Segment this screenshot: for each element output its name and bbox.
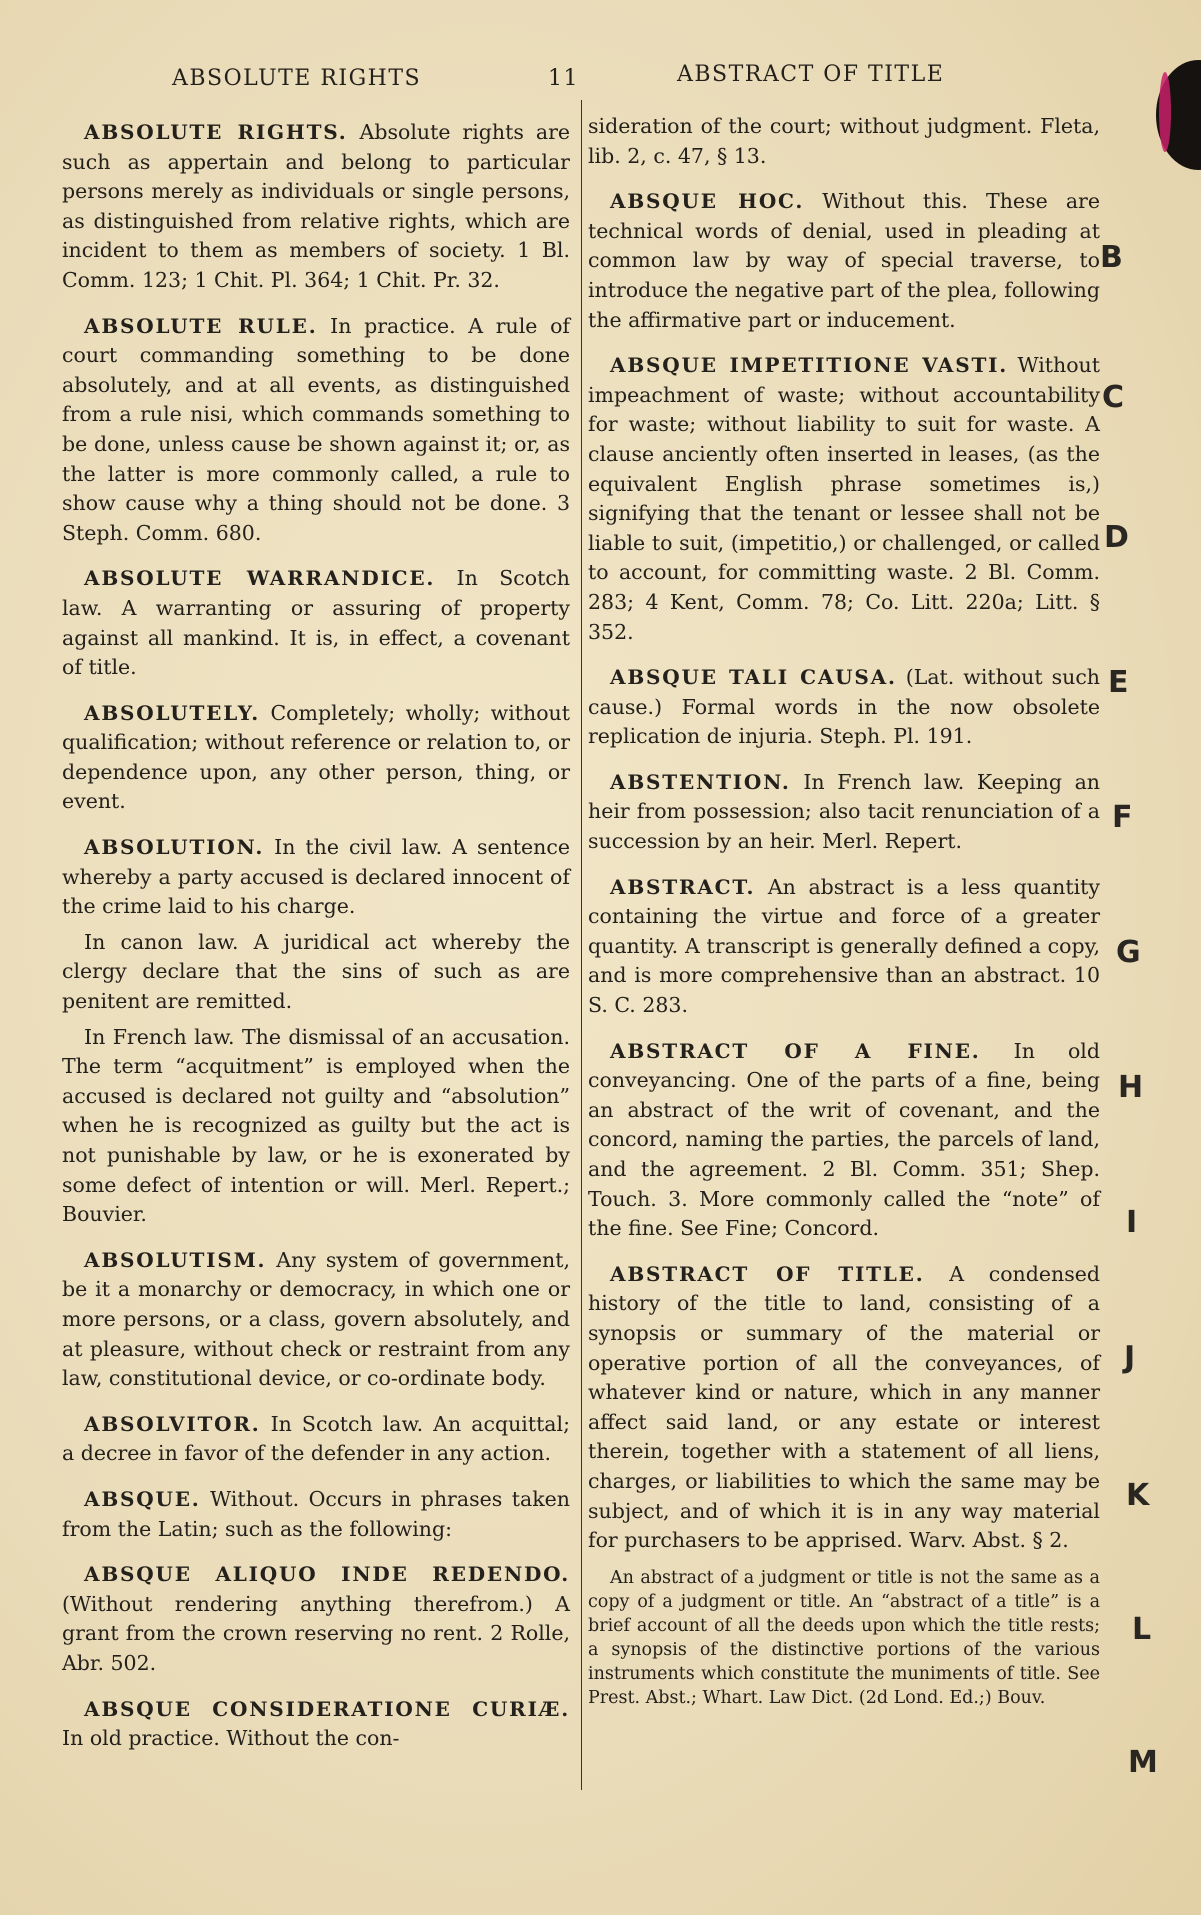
note-text: An abstract of a judgment or title is not the same as a copy of a judgment or title. An “abstract of a title” is a brief account of all the deeds upon which the title rests; a synopsis of the distinctive portions of the various instruments which constitute the muniments of title. See Prest. Abst.; Whart. Law Dict. (2d Lond. Ed.;) Bouv. (588, 1567, 1100, 1708)
definition: sideration of the court; without judgment. Fleta, lib. 2, c. 47, § 13. (588, 114, 1100, 168)
headword: ABSOLUTE RIGHTS. (84, 120, 348, 144)
headword: ABSQUE. (84, 1486, 201, 1511)
entry-continuation (588, 112, 1100, 171)
entry (588, 768, 1100, 857)
header-left-guide-word: ABSOLUTE RIGHTS (172, 66, 422, 91)
definition: Without this. These are technical words of denial, used in pleading at common law by way of special traverse, to introduce the negative part of the plea, following the affirmative part or inducement. (588, 189, 1100, 332)
thumb-index-letter[interactable]: C (1102, 380, 1125, 415)
thumb-index-letter[interactable]: B (1100, 240, 1123, 275)
thumb-index-letter[interactable]: E (1108, 665, 1129, 700)
thumb-index-letter[interactable]: K (1126, 1478, 1150, 1513)
entry (588, 873, 1100, 1021)
entry (588, 1037, 1100, 1244)
entry (62, 1485, 570, 1544)
definition: In French law. Keeping an heir from possession; also tacit renunciation of a succession by an heir. Merl. Repert. (588, 769, 1100, 854)
thumb-index-letter[interactable]: L (1132, 1612, 1152, 1647)
definition: In canon law. A juridical act whereby the clergy declare that the sins of such as are penitent are remitted. (62, 929, 570, 1014)
entry (588, 1260, 1100, 1556)
entry (62, 1246, 570, 1394)
thumb-index-letter[interactable]: F (1112, 800, 1133, 835)
definition: (Lat. without such cause.) Formal words in the now obsolete replication de injuria. Steph. Pl. 191. (588, 665, 1100, 749)
definition: Without impeachment of waste; without accountability for waste; without liability to suit for waste. A clause anciently often inserted in leases, (as the equivalent English phrase sometimes is,) signifying that the tenant or lessee shall not be liable to suit, (impetitio,) or challenged, or called to account, for committing waste. 2 Bl. Comm. 283; 4 Kent, Comm. 78; Co. Litt. 220a; Litt. § 352. (588, 353, 1100, 644)
entry (588, 187, 1100, 335)
definition: In the civil law. A sentence whereby a party accused is declared innocent of the crime laid to his charge. (62, 835, 570, 919)
headword: ABSQUE TALI CAUSA. (610, 665, 897, 690)
headword: ABSOLUTE RULE. (84, 313, 318, 338)
definition: In old conveyancing. One of the parts of a fine, being an abstract of the writ of covenant, and the concord, naming the parties, the parcels of land, and the agreement. 2 Bl. Comm. 351; Shep. Touch. 3. More commonly called the “note” of the fine. See Fine; Concord. (588, 1038, 1100, 1241)
headword: ABSTRACT OF A FINE. (610, 1038, 981, 1063)
definition: In old practice. Without the con- (62, 1726, 400, 1751)
headword: ABSQUE HOC. (610, 189, 805, 214)
definition: In practice. A rule of court commanding something to be done absolutely, and at all events, as distinguished from a rule nisi, which commands something to be done, unless cause be shown against it; or, as the latter is more commonly called, a rule to show cause why a thing should not be done. 3 Steph. Comm. 680. (62, 313, 571, 545)
entry (62, 564, 570, 682)
headword: ABSQUE ALIQUO INDE REDENDO. (84, 1562, 570, 1587)
headword: ABSTENTION. (610, 769, 791, 794)
entry (62, 118, 570, 296)
entry (62, 1410, 570, 1469)
entry (588, 663, 1100, 752)
headword: ABSTRACT. (610, 874, 756, 899)
left-column (62, 118, 570, 1770)
entry-subsense (62, 1023, 570, 1230)
definition: An abstract is a less quantity containing the virtue and force of a greater quantity. A transcript is generally defined a copy, and is more comprehensive than an abstract. 10 S. C. 283. (588, 874, 1100, 1018)
definition: Completely; wholly; without qualification; without reference or relation to, or dependence upon, any other person, thing, or event. (62, 700, 570, 814)
entry (62, 1695, 570, 1754)
headword: ABSOLUTELY. (84, 700, 261, 725)
definition: A condensed history of the title to land, consisting of a synopsis or summary of the material or operative portion of all the conveyances, of whatever kind or nature, which in any manner affect said land, or any estate or interest therein, together with a statement of all liens, charges, or liabilities to which the same may be subject, and of which it is in any way material for purchasers to be apprised. Warv. Abst. § 2. (588, 1261, 1100, 1553)
headword: ABSOLVITOR. (84, 1411, 261, 1436)
column-divider (581, 100, 582, 1790)
entry-note (588, 1566, 1100, 1710)
page-number: 11 (548, 66, 579, 91)
headword: ABSOLUTION. (84, 835, 265, 860)
thumb-index-letter[interactable]: D (1104, 520, 1129, 555)
thumb-index-letter[interactable]: M (1128, 1745, 1158, 1780)
running-header (0, 58, 1201, 98)
definition: Any system of government, be it a monarchy or democracy, in which one or more persons, or a class, govern absolutely, and at pleasure, without check or restraint from any law, constitutional device, or co-ordinate body. (62, 1247, 570, 1391)
definition: In French law. The dismissal of an accusation. The term “acquitment” is employed when the accused is declared not guilty and “absolution” when he is recognized as guilty but the act is not punishable by law, or he is exonerated by some defect of intention or will. Merl. Repert.; Bouvier. (62, 1024, 570, 1227)
headword: ABSQUE CONSIDERATIONE CURIÆ. (84, 1696, 570, 1721)
headword: ABSTRACT OF TITLE. (610, 1261, 925, 1286)
headword: ABSQUE IMPETITIONE VASTI. (610, 353, 1009, 378)
definition: Absolute rights are such as appertain and belong to particular persons merely as individuals or single persons, as distinguished from relative rights, which are incident to them as members of society. 1 Bl. Comm. 123; 1 Chit. Pl. 364; 1 Chit. Pr. 32. (62, 120, 570, 292)
right-column (588, 112, 1100, 1726)
headword: ABSOLUTISM. (84, 1247, 267, 1272)
thumb-index-letter[interactable]: J (1124, 1340, 1136, 1375)
thumb-index-letter[interactable]: I (1126, 1205, 1138, 1240)
thumb-index-letter[interactable]: H (1118, 1070, 1144, 1105)
header-right-guide-word: ABSTRACT OF TITLE (677, 62, 945, 87)
definition: In Scotch law. A warranting or assuring of property against all mankind. It is, in effect, a covenant of title. (62, 566, 571, 680)
entry (62, 833, 570, 922)
entry (62, 699, 570, 817)
definition: In Scotch law. An acquittal; a decree in favor of the defender in any action. (62, 1411, 570, 1466)
definition: Without. Occurs in phrases taken from the Latin; such as the following: (62, 1486, 570, 1541)
entry (588, 351, 1100, 647)
thumb-index-letter[interactable]: G (1116, 935, 1141, 970)
definition: (Without rendering anything therefrom.) A grant from the crown reserving no rent. 2 Rolle, Abr. 502. (62, 1591, 570, 1675)
entry-subsense (62, 928, 570, 1017)
entry (62, 1560, 570, 1678)
entry (62, 312, 570, 549)
headword: ABSOLUTE WARRANDICE. (84, 566, 436, 591)
